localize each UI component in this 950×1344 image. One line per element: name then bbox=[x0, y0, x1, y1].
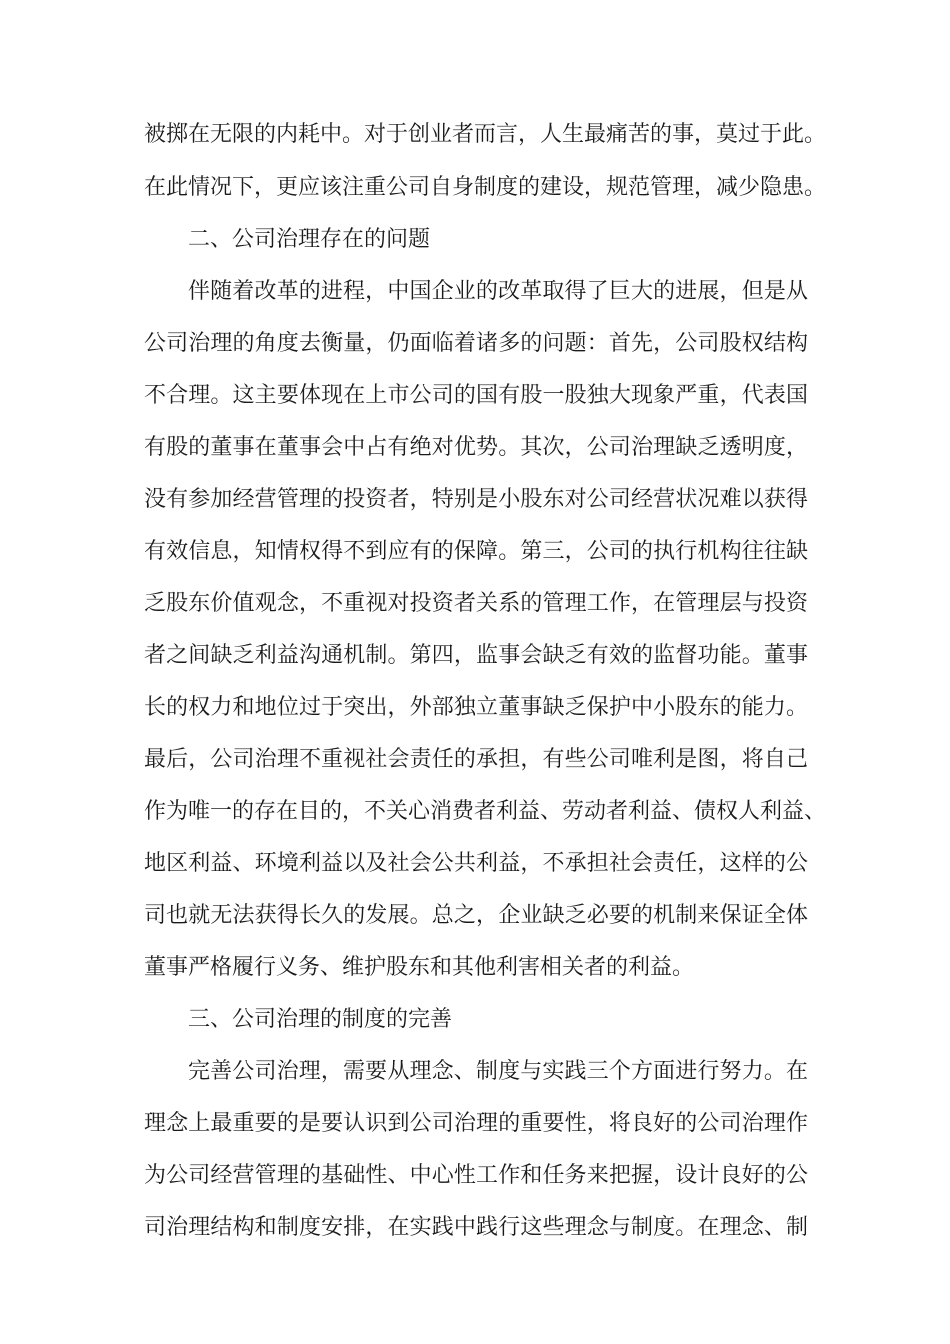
text-line-20: 理念上最重要的是要认识到公司治理的重要性，将良好的公司治理作 bbox=[144, 1111, 808, 1136]
text-line-13: 最后，公司治理不重视社会责任的承担，有些公司唯利是图，将自己 bbox=[144, 747, 808, 772]
text-line-14: 作为唯一的存在目的，不关心消费者利益、劳动者利益、债权人利益、 bbox=[144, 799, 827, 824]
text-line-1: 被掷在无限的内耗中。对于创业者而言，人生最痛苦的事，莫过于此。 bbox=[144, 122, 827, 147]
text-line-2: 在此情况下，更应该注重公司自身制度的建设，规范管理，减少隐患。 bbox=[144, 175, 827, 200]
text-line-10: 乏股东价值观念，不重视对投资者关系的管理工作，在管理层与投资 bbox=[144, 591, 808, 616]
text-line-6: 不合理。这主要体现在上市公司的国有股一股独大现象严重，代表国 bbox=[144, 383, 808, 408]
text-line-19: 完善公司治理，需要从理念、制度与实践三个方面进行努力。在 bbox=[188, 1059, 808, 1084]
text-line-21: 为公司经营管理的基础性、中心性工作和任务来把握，设计良好的公 bbox=[144, 1163, 808, 1188]
text-line-4: 伴随着改革的进程，中国企业的改革取得了巨大的进展，但是从 bbox=[188, 279, 808, 304]
text-line-22: 司治理结构和制度安排，在实践中践行这些理念与制度。在理念、制 bbox=[144, 1215, 808, 1240]
section-heading-2: 二、公司治理存在的问题 bbox=[188, 227, 431, 252]
section-heading-3: 三、公司治理的制度的完善 bbox=[188, 1007, 453, 1032]
text-line-17: 董事严格履行义务、维护股东和其他利害相关者的利益。 bbox=[144, 955, 695, 980]
text-line-11: 者之间缺乏利益沟通机制。第四，监事会缺乏有效的监督功能。董事 bbox=[144, 643, 808, 668]
text-line-12: 长的权力和地位过于突出，外部独立董事缺乏保护中小股东的能力。 bbox=[144, 695, 808, 720]
text-line-15: 地区利益、环境利益以及社会公共利益，不承担社会责任，这样的公 bbox=[144, 851, 808, 876]
text-line-5: 公司治理的角度去衡量，仍面临着诸多的问题：首先，公司股权结构 bbox=[144, 331, 808, 356]
text-line-16: 司也就无法获得长久的发展。总之，企业缺乏必要的机制来保证全体 bbox=[144, 903, 808, 928]
text-line-7: 有股的董事在董事会中占有绝对优势。其次，公司治理缺乏透明度， bbox=[144, 435, 808, 460]
text-line-8: 没有参加经营管理的投资者，特别是小股东对公司经营状况难以获得 bbox=[144, 487, 808, 512]
text-line-9: 有效信息，知情权得不到应有的保障。第三，公司的执行机构往往缺 bbox=[144, 539, 808, 564]
